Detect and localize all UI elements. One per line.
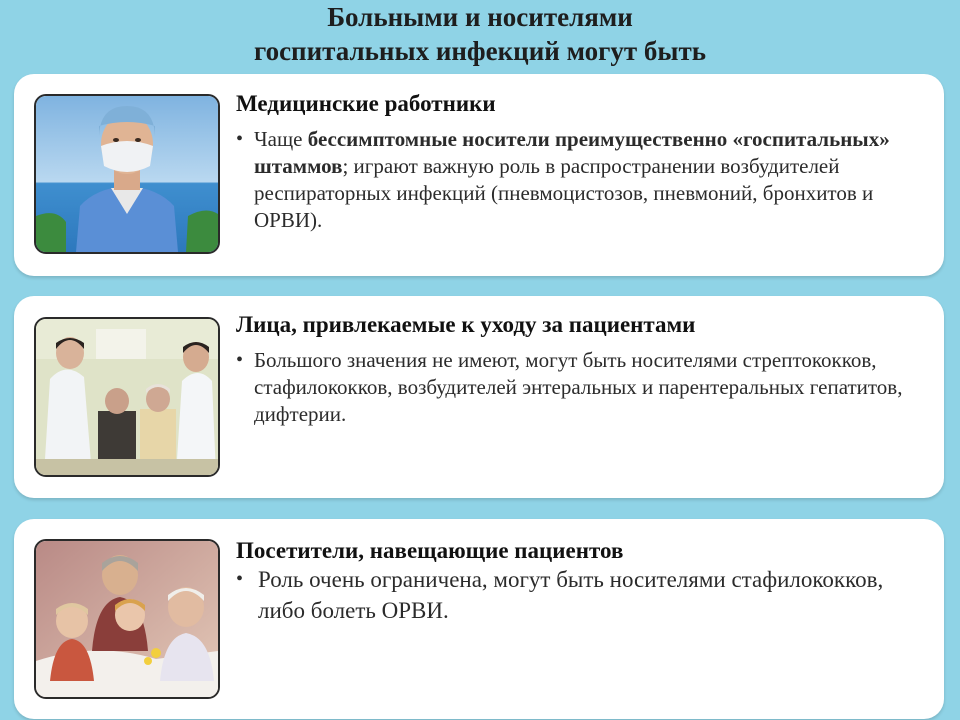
card-heading: Лица, привлекаемые к уходу за пациентами xyxy=(236,312,696,337)
card-heading: Медицинские работники xyxy=(236,91,496,116)
bullet-item xyxy=(236,564,922,626)
bullet-bold-text: бессимптомные носители преимущественно «госпитальных» штаммов xyxy=(254,127,890,178)
slide-title xyxy=(0,0,960,76)
bullet-icon: • xyxy=(236,349,244,371)
visitors-photo xyxy=(34,539,220,699)
bullet-prefix: Чаще xyxy=(254,127,308,151)
card-medical-workers xyxy=(14,74,944,276)
title-line-2: госпитальных инфекций могут быть xyxy=(253,36,706,66)
bullet-item xyxy=(236,347,922,428)
bullet-icon: • xyxy=(236,568,244,590)
bullet-item xyxy=(236,126,922,234)
bullet-text: Большого значения не имеют, могут быть носителями стрептококков, стафилококков, возбудителей энтеральных и парентеральных гепатитов, дифтерии. xyxy=(254,348,903,426)
title-line-1: Больными и носителями xyxy=(327,2,633,32)
surgeon-photo xyxy=(34,94,220,254)
bullet-icon: • xyxy=(236,128,244,150)
card-visitors xyxy=(14,519,944,719)
bullet-rest-text: ; играют важную роль в распространении возбудителей респираторных инфекций (пневмоцистозов, пневмоний, бронхитов и ОРВИ). xyxy=(254,154,874,232)
bullet-text: Роль очень ограничена, могут быть носителями стафилококков, либо болеть ОРВИ. xyxy=(258,567,884,623)
bullet-text xyxy=(254,126,922,234)
card-heading: Посетители, навещающие пациентов xyxy=(236,538,624,563)
card-caregivers xyxy=(14,296,944,498)
caregivers-photo xyxy=(34,317,220,477)
